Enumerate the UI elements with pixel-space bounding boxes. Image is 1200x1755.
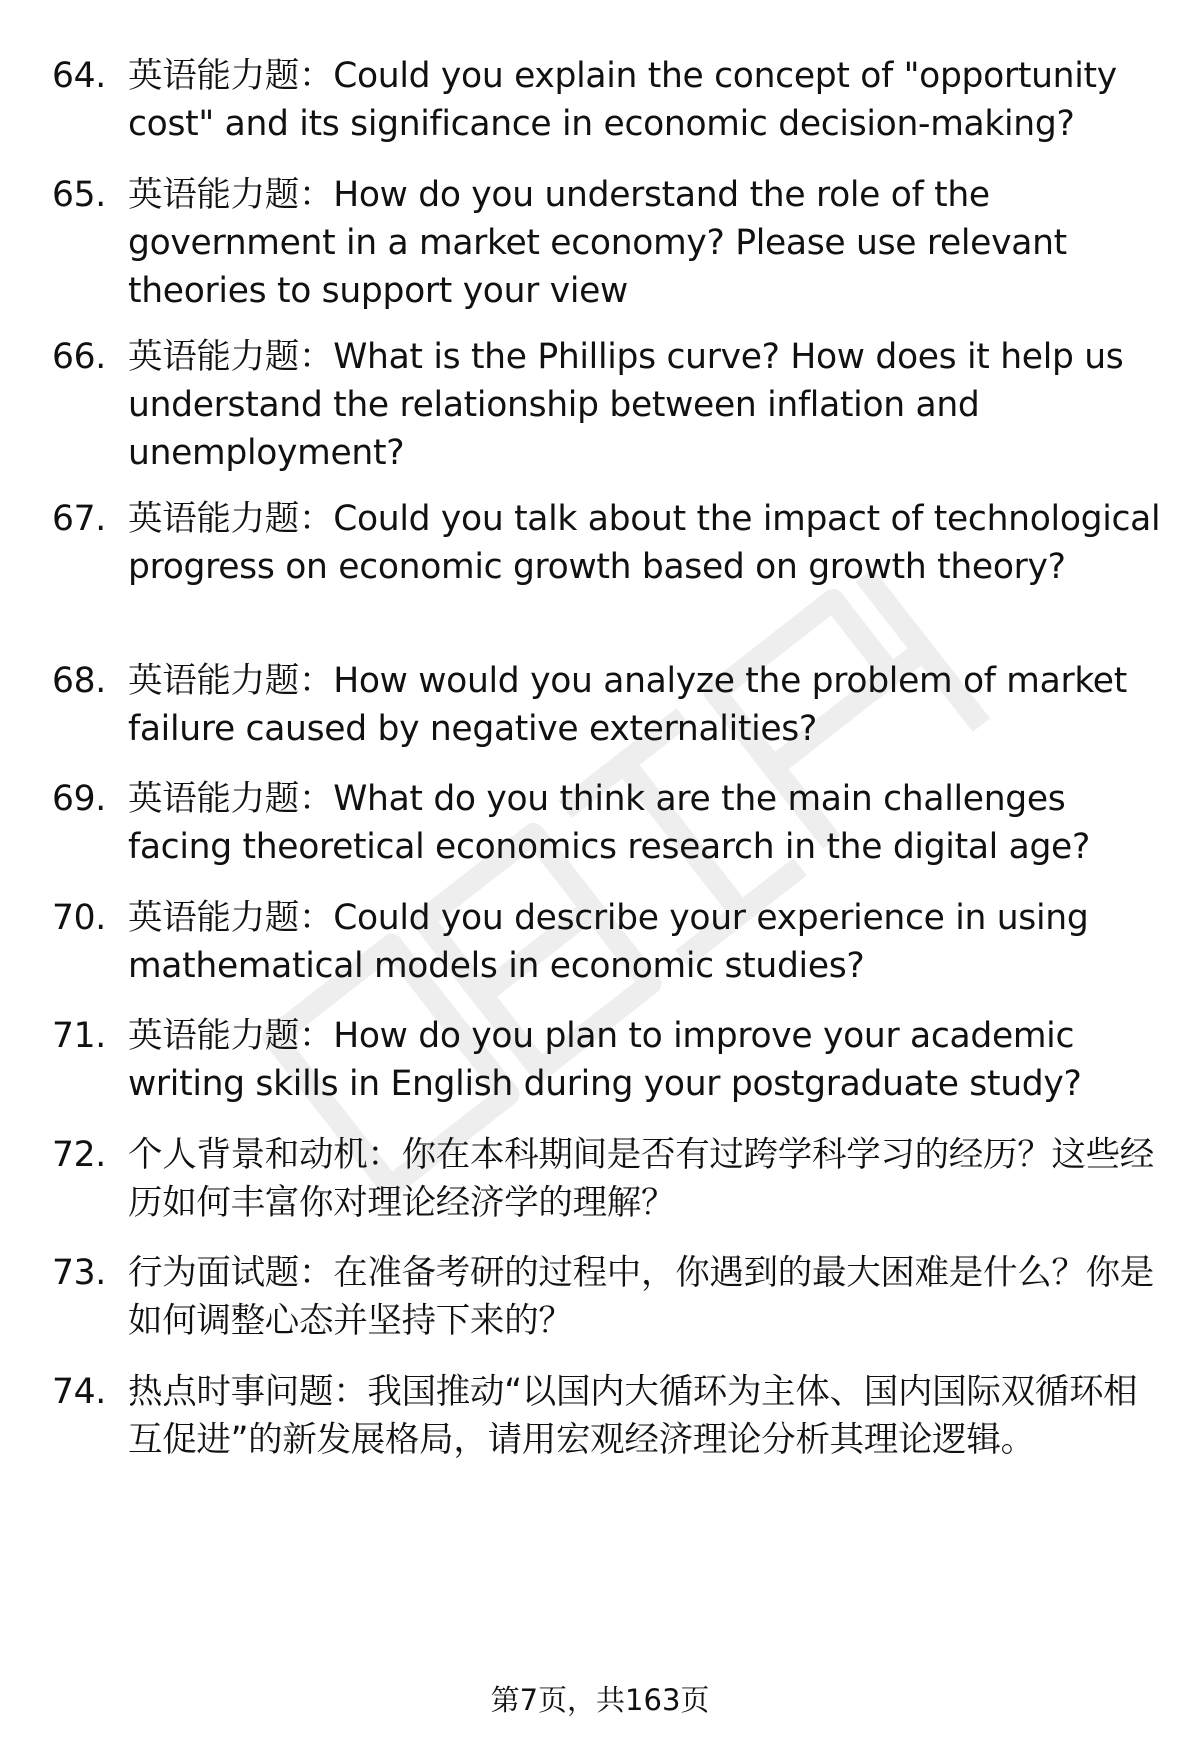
question-number: 66. bbox=[52, 337, 106, 377]
question-text: 行为面试题：在准备考研的过程中，你遇到的最大困难是什么？你是如何调整心态并坚持下来的？ bbox=[128, 1253, 1154, 1341]
question-text: 热点时事问题：我国推动“以国内大循环为主体、国内国际双循环相互促进”的新发展格局，请用宏观经济理论分析其理论逻辑。 bbox=[128, 1372, 1138, 1460]
question-number: 72. bbox=[52, 1135, 106, 1175]
question-text: 英语能力题：Could you explain the concept of "opportunity cost" and its significance in economic decision-making? bbox=[128, 56, 1117, 144]
question-item bbox=[52, 1249, 1162, 1345]
question-item bbox=[52, 52, 1162, 148]
question-item bbox=[52, 894, 1162, 990]
question-text: 英语能力题：What do you think are the main challenges facing theoretical economics research in the digital age? bbox=[128, 779, 1090, 867]
question-number: 73. bbox=[52, 1253, 106, 1293]
question-number: 67. bbox=[52, 499, 106, 539]
question-item bbox=[52, 1368, 1162, 1464]
question-item bbox=[52, 171, 1162, 315]
question-text: 英语能力题：What is the Phillips curve? How does it help us understand the relationship between inflation and unemployment? bbox=[128, 337, 1124, 473]
question-text: 英语能力题：How would you analyze the problem of market failure caused by negative externalities? bbox=[128, 661, 1127, 749]
question-number: 70. bbox=[52, 898, 106, 938]
page-number: 第7页，共163页 bbox=[490, 1683, 710, 1717]
question-item bbox=[52, 1131, 1162, 1227]
question-number: 65. bbox=[52, 175, 106, 215]
question-number: 71. bbox=[52, 1016, 106, 1056]
question-number: 68. bbox=[52, 661, 106, 701]
question-text: 英语能力题：Could you describe your experience in using mathematical models in economic studies? bbox=[128, 898, 1089, 986]
question-text: 英语能力题：Could you talk about the impact of technological progress on economic growth based on growth theory? bbox=[128, 499, 1161, 587]
question-item bbox=[52, 657, 1162, 753]
question-item bbox=[52, 775, 1162, 871]
question-text: 英语能力题：How do you understand the role of the government in a market economy? Please use relevant theories to support your view bbox=[128, 175, 1067, 311]
question-number: 74. bbox=[52, 1372, 106, 1412]
question-item bbox=[52, 1012, 1162, 1108]
question-number: 69. bbox=[52, 779, 106, 819]
question-number: 64. bbox=[52, 56, 106, 96]
question-item bbox=[52, 495, 1162, 591]
question-text: 个人背景和动机：你在本科期间是否有过跨学科学习的经历？这些经历如何丰富你对理论经济学的理解？ bbox=[128, 1135, 1154, 1223]
question-item bbox=[52, 333, 1162, 477]
question-text: 英语能力题：How do you plan to improve your academic writing skills in English during your postgraduate study? bbox=[128, 1016, 1082, 1104]
